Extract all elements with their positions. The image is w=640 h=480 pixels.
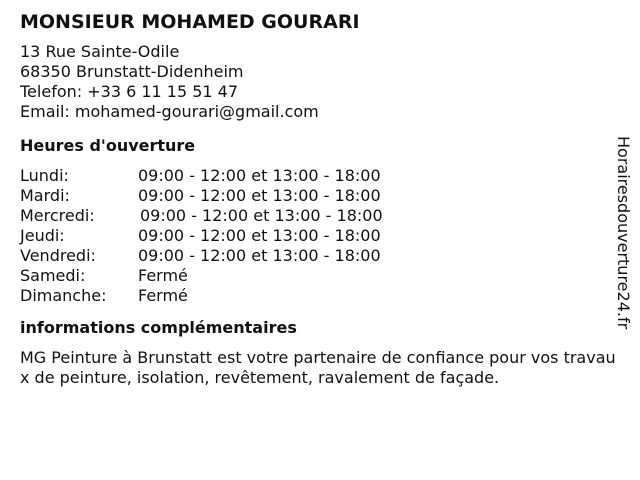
- day-hours: Fermé: [138, 286, 188, 305]
- hours-row-wednesday: [20, 206, 620, 226]
- info-title: informations complémentaires: [20, 318, 297, 337]
- day-hours: 09:00 - 12:00 et 13:00 - 18:00: [138, 166, 381, 185]
- business-name: MONSIEUR MOHAMED GOURARI: [20, 11, 360, 33]
- day-hours: 09:00 - 12:00 et 13:00 - 18:00: [140, 206, 383, 225]
- day-hours: 09:00 - 12:00 et 13:00 - 18:00: [138, 186, 381, 205]
- business-card: [20, 10, 620, 388]
- address-street: 13 Rue Sainte-Odile: [20, 42, 180, 61]
- day-hours: Fermé: [138, 266, 188, 285]
- hours-row-saturday: [20, 266, 620, 286]
- hours-row-tuesday: [20, 186, 620, 206]
- hours-row-thursday: [20, 226, 620, 246]
- info-description: MG Peinture à Brunstatt est votre partenaire de confiance pour vos travaux de peinture, isolation, revêtement, ravalement de façade.: [20, 348, 616, 387]
- day-label: Samedi:: [20, 266, 86, 285]
- day-label: Jeudi:: [20, 226, 65, 245]
- hours-title: Heures d'ouverture: [20, 136, 196, 155]
- hours-row-sunday: [20, 286, 620, 306]
- day-label: Vendredi:: [20, 246, 96, 265]
- hours-table: [20, 166, 620, 306]
- email-line: Email: mohamed-gourari@gmail.com: [20, 102, 319, 121]
- day-label: Mercredi:: [20, 206, 95, 225]
- day-hours: 09:00 - 12:00 et 13:00 - 18:00: [138, 246, 381, 265]
- hours-row-monday: [20, 166, 620, 186]
- day-label: Dimanche:: [20, 286, 107, 305]
- address-city: 68350 Brunstatt-Didenheim: [20, 62, 244, 81]
- day-label: Mardi:: [20, 186, 70, 205]
- day-hours: 09:00 - 12:00 et 13:00 - 18:00: [138, 226, 381, 245]
- phone-line: Telefon: +33 6 11 15 51 47: [20, 82, 239, 101]
- day-label: Lundi:: [20, 166, 69, 185]
- site-watermark: Horairesdouverture24.fr: [614, 136, 633, 330]
- hours-row-friday: [20, 246, 620, 266]
